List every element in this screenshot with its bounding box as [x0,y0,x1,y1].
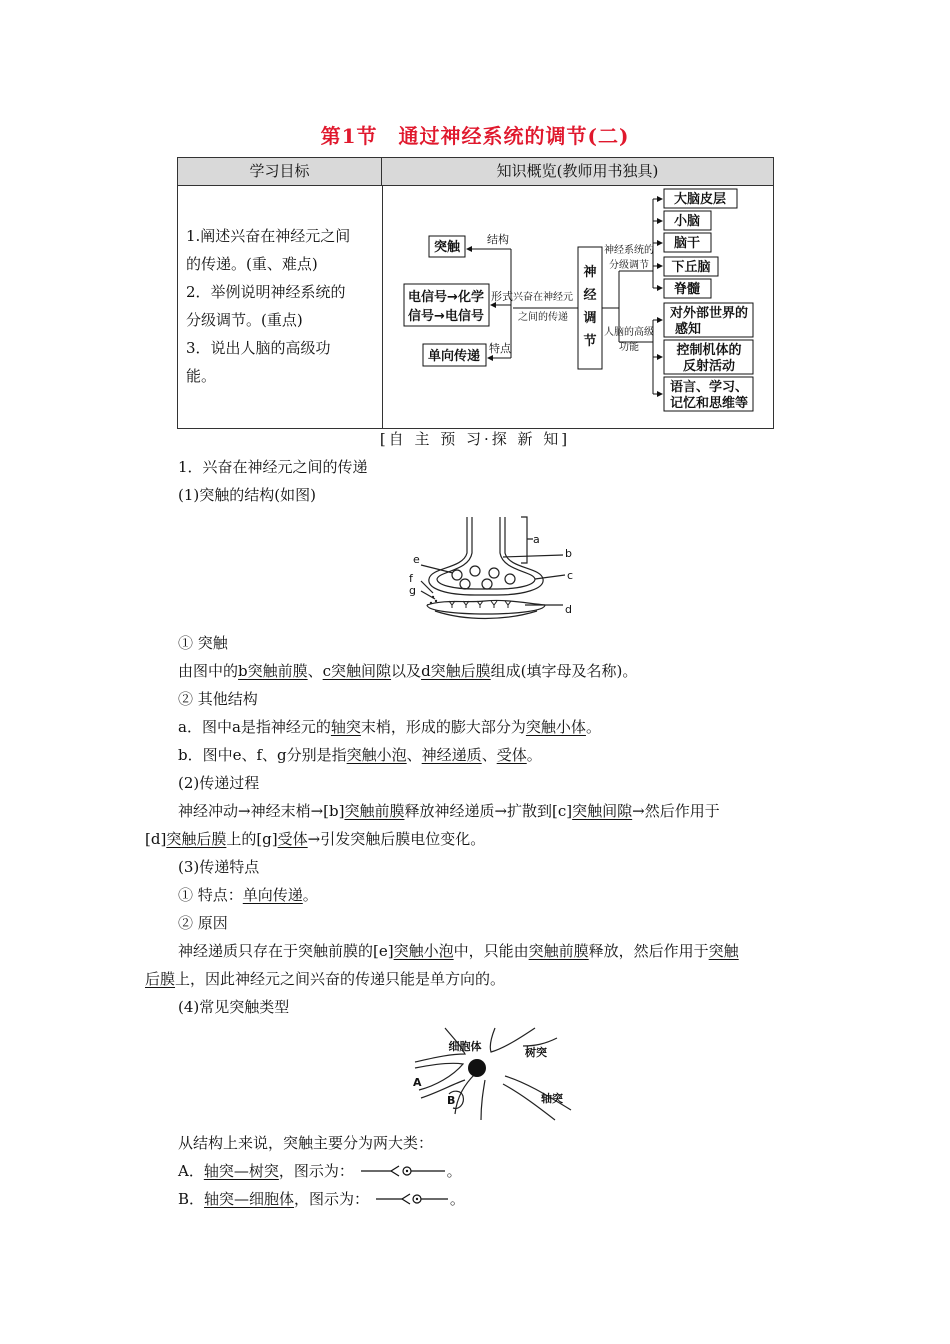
map-fenji1: 神经系统的 [604,245,654,256]
text-span: B． [178,1190,205,1208]
answer-span: 神经递质 [421,746,482,764]
answer-span: 轴突—树突 [203,1162,279,1180]
synapse-symbol-icon [359,1164,447,1178]
text-span: 由图中的 [178,662,239,680]
text-span: 。 [585,718,601,736]
fig1-label-g: g [409,584,416,597]
text-span: 神经递质只存在于突触前膜的[e] [178,942,394,960]
text-span: 释放，然后作用于 [588,942,709,960]
fig1-label-d: d [565,603,572,616]
map-jing: 经 [583,288,597,303]
text-span: →然后作用于 [632,802,720,820]
text-span: 。 [449,1190,465,1208]
map-jiegou: 结构 [487,233,509,246]
subsection-heading: (4)常见突触类型 [178,998,290,1016]
paragraph-process-2 [145,828,485,849]
table-header-overview: 知识概览(教师用书独具) [382,158,773,186]
goal-line: 的传递。(重、难点) [186,255,318,273]
map-signal2: 信号→电信号 [408,309,484,324]
answer-span: b突触前膜 [238,662,308,680]
synapse-symbol-icon [374,1192,450,1206]
text-span: 上，因此神经元之间兴奋的传递只能是单方向的。 [175,970,506,988]
text-span: 。 [302,886,318,904]
map-b1: 大脑皮层 [673,192,727,207]
answer-span: 突触小体 [525,718,586,736]
map-signal1: 电信号→化学 [408,290,484,305]
section-subhead: [自 主 预 习·探 新 知] [379,430,571,448]
answer-span: 突触小泡 [346,746,407,764]
fig2-label-axon: 轴突 [541,1092,563,1105]
page-title: 第1节 通过神经系统的调节(二) [320,124,630,148]
answer-span: 受体 [277,830,308,848]
paragraph-b [178,744,542,765]
subsection-heading: (1)突触的结构(如图) [178,486,316,504]
paragraph-types: 从结构上来说，突触主要分为两大类： [178,1134,434,1152]
synapse-structure-figure [405,513,585,625]
paragraph-reason-2 [145,968,505,989]
paragraph-composition [178,660,637,681]
goal-line: 3．说出人脑的高级功 [186,339,331,357]
text-span: 组成(填字母及名称)。 [490,662,638,680]
answer-span: 轴突—细胞体 [204,1190,295,1208]
text-span: A． [178,1162,204,1180]
text-span: 以及 [391,662,422,680]
answer-span: 受体 [496,746,527,764]
text-span: a．图中a是指神经元的 [178,718,331,736]
map-c3b: 记忆和思维等 [669,396,749,411]
goal-line: 能。 [186,367,217,385]
map-xingshi: 形式 [491,290,513,303]
type-a [178,1160,462,1181]
text-span: ① 特点： [178,886,243,904]
section-heading: 1．兴奋在神经元之间的传递 [178,458,368,476]
map-b4: 下丘脑 [671,260,711,275]
map-tiao: 调 [583,311,597,326]
text-span: [d] [145,830,167,848]
fig1-label-e: e [413,553,420,566]
subsection-heading: (2)传递过程 [178,774,260,792]
text-span: 中，只能由 [453,942,529,960]
map-c2a: 控制机体的 [676,343,742,358]
map-shen: 神 [583,265,597,280]
list-item: ② 其他结构 [178,690,258,708]
answer-span: 突触后膜 [166,830,227,848]
overview-table [177,157,774,429]
text-span: 、 [481,746,497,764]
map-danxiang: 单向传递 [427,349,481,364]
list-item: ② 原因 [178,914,228,932]
paragraph-reason-1 [178,940,739,961]
map-center1: 兴奋在神经元 [513,292,573,303]
answer-span: 突触间隙 [572,802,633,820]
answer-span: 突触小泡 [393,942,454,960]
map-center2: 之间的传递 [518,312,568,323]
text-span: →引发突触后膜电位变化。 [307,830,486,848]
goal-line: 分级调节。(重点) [186,311,303,329]
paragraph-process-1 [178,800,720,821]
text-span: ，图示为： [278,1162,354,1180]
map-c3a: 语言、学习、 [669,380,749,395]
answer-span: c突触间隙 [322,662,392,680]
text-span: 、 [406,746,422,764]
answer-span: 突触前膜 [528,942,589,960]
cell-body-dot [468,1059,486,1077]
answer-span: 单向传递 [242,886,303,904]
text-span: 。 [446,1162,462,1180]
fig2-label-b: B [447,1094,456,1107]
type-b [178,1188,465,1209]
answer-span: d突触后膜 [421,662,491,680]
paragraph-a [178,716,601,737]
fig1-label-c: c [567,569,574,582]
map-gaoji1: 人脑的高级 [604,327,654,338]
answer-span: 突触 [708,942,739,960]
map-jie: 节 [583,334,597,349]
map-c2b: 反射活动 [682,359,736,374]
synapse-types-figure [405,1024,585,1124]
text-span: 上的[g] [226,830,278,848]
list-item: ① 突触 [178,634,228,652]
map-tedian: 特点 [489,342,511,355]
fig2-label-a: A [413,1076,422,1089]
text-span: 神经冲动→神经末梢→[b] [178,802,345,820]
text-span: 。 [526,746,542,764]
goal-line: 1.阐述兴奋在神经元之间 [186,227,351,245]
text-span: ，图示为： [294,1190,370,1208]
map-fenji2: 分级调节 [609,260,649,271]
fig2-label-dendrite: 树突 [525,1046,547,1059]
table-header-goals: 学习目标 [178,158,382,186]
text-span: 末梢，形成的膨大部分为 [360,718,526,736]
map-b3: 脑干 [673,236,701,251]
map-gaoji2: 功能 [619,342,639,353]
text-span: 、 [307,662,323,680]
text-span: 释放神经递质→扩散到[c] [404,802,573,820]
map-b5: 脊髓 [673,282,701,297]
answer-span: 突触前膜 [344,802,405,820]
map-c1b: 感知 [675,322,702,337]
map-b2: 小脑 [673,214,701,229]
fig1-label-a: a [533,533,540,546]
map-tuchu: 突触 [433,240,461,255]
fig2-label-cell: 细胞体 [448,1040,482,1053]
concept-map [383,187,773,428]
answer-span: 后膜 [145,970,176,988]
paragraph-feature [178,884,318,905]
goal-line: 2．举例说明神经系统的 [186,283,346,301]
fig1-label-b: b [565,547,572,560]
subsection-heading: (3)传递特点 [178,858,260,876]
learning-goals [186,222,376,390]
map-c1a: 对外部世界的 [669,306,749,321]
fig1-label-f: f [409,572,413,585]
answer-span: 轴突 [330,718,361,736]
text-span: b．图中e、f、g分别是指 [178,746,347,764]
